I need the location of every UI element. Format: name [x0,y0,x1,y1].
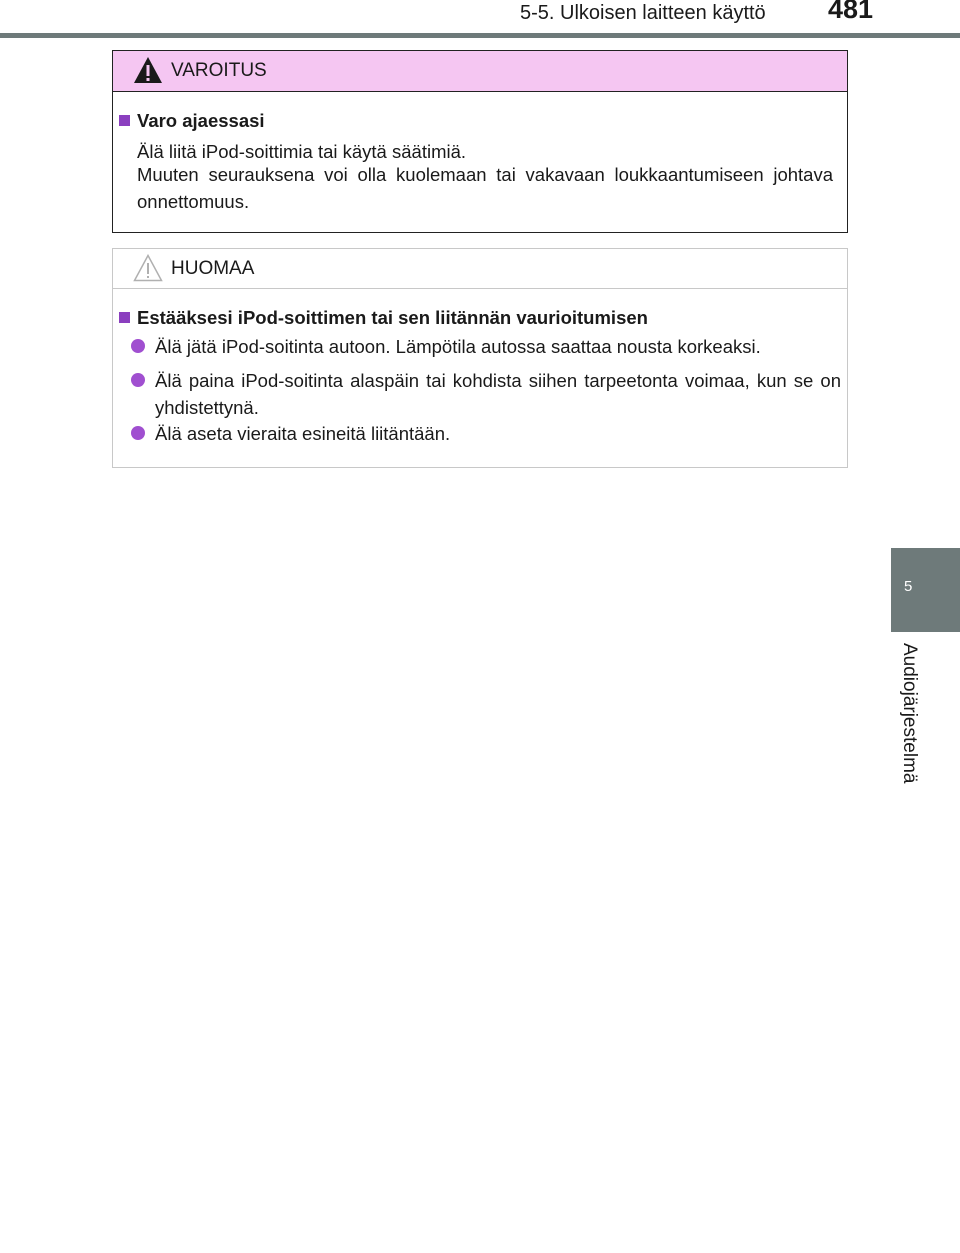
chapter-number: 5 [904,578,913,595]
notice-section-title: Estääksesi iPod-soittimen tai sen liitännän vaurioitumisen [119,307,648,329]
round-bullet-icon [131,339,145,353]
notice-label: HUOMAA [171,258,255,279]
warning-section-title: Varo ajaessasi [119,110,265,132]
round-bullet-icon [131,426,145,440]
running-header-title: 5-5. Ulkoisen laitteen käyttö [520,2,766,24]
header-rule [0,33,960,38]
warning-line: Muuten seurauksena voi olla kuolemaan tai vakavaan loukkaantumiseen johtava onnettomuus. [137,164,833,212]
notice-bullet-text: Älä jätä iPod-soitinta autoon. Lämpötila autossa saattaa nousta korkeaksi. [155,336,761,357]
page-number: 481 [828,0,874,24]
notice-box [112,248,848,468]
notice-header [113,249,847,289]
chapter-tab [891,548,960,632]
warning-line: Älä liitä iPod-soittimia tai käytä säätimiä. [137,141,467,162]
chapter-title: Audiojärjestelmä [899,643,920,784]
notice-bullet-text: Älä paina iPod-soitinta alaspäin tai kohdista siihen tarpeetonta voimaa, kun se on yhdistettynä. [155,370,841,418]
square-bullet-icon [119,115,130,126]
round-bullet-icon [131,373,145,387]
warning-box [112,50,848,233]
warning-header [113,51,847,92]
warning-label: VAROITUS [171,60,267,81]
caution-triangle-icon [133,254,163,282]
warning-triangle-icon [133,56,163,84]
square-bullet-icon [119,312,130,323]
notice-bullet-text: Älä aseta vieraita esineitä liitäntään. [155,423,451,444]
